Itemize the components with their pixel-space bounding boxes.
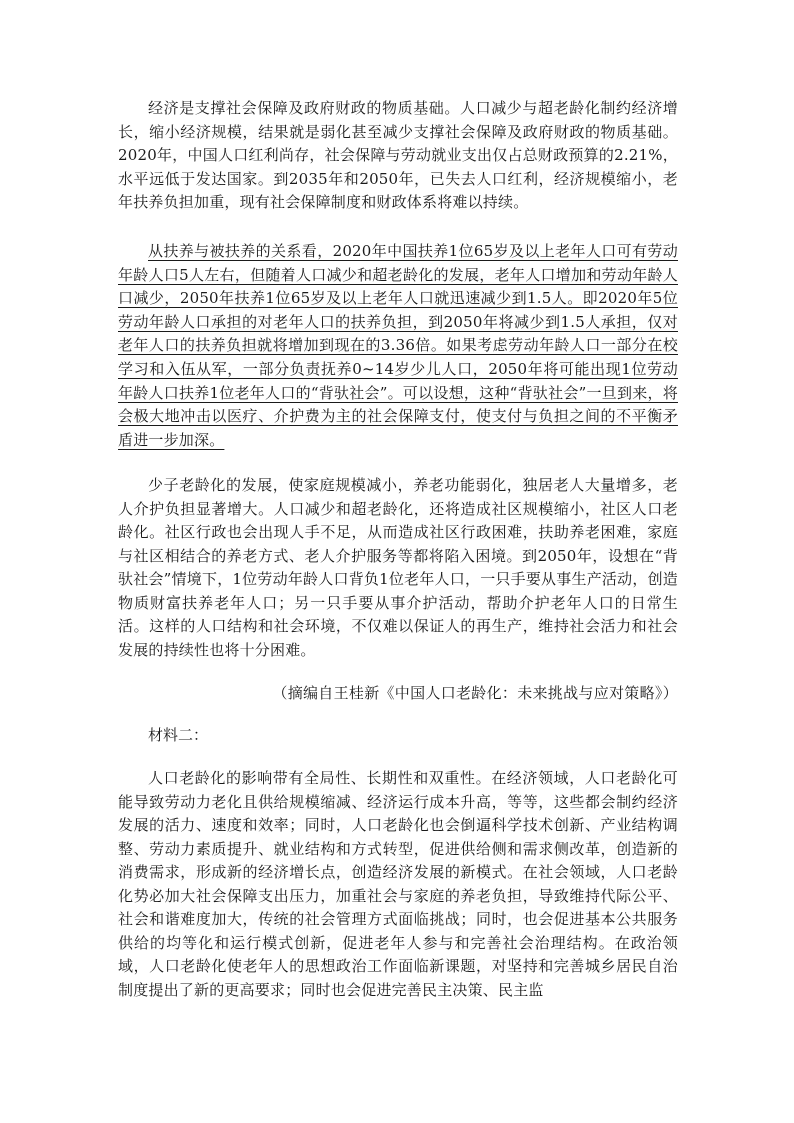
paragraph-dependency-ratio — [118, 240, 678, 452]
material-two-heading: 材料二： — [148, 726, 209, 744]
paragraph-economy-basis: 经济是支撑社会保障及政府财政的物质基础。人口减少与超老龄化制约经济增长，缩小经济规模，结果就是弱化甚至减少支撑社会保障及政府财政的物质基础。2020年，中国人口红利尚存，社会保障与劳动就业支出仅占总财政预算的2.21%，水平远低于发达国家。到2035年和2050年，已失去人口红利，经济规模缩小，老年扶养负担加重，现有社会保障制度和财政体系将难以持续。 — [118, 99, 678, 211]
paragraph-aging-impact: 人口老龄化的影响带有全局性、长期性和双重性。在经济领域，人口老龄化可能导致劳动力老化且供给规模缩减、经济运行成本升高，等等，这些都会制约经济发展的活力、速度和效率；同时，人口老龄化也会倒逼科学技术创新、产业结构调整、劳动力素质提升、就业结构和方式转型，促进供给侧和需求侧改革，创造新的消费需求，形成新的经济增长点，创造经济发展的新模式。在社会领域，人口老龄化势必加大社会保障支出压力，加重社会与家庭的养老负担，导致维持代际公平、社会和谐难度加大，传统的社会管理方式面临挑战；同时，也会促进基本公共服务供给的均等化和运行模式创新，促进老年人参与和完善社会治理结构。在政治领域，人口老龄化使老年人的思想政治工作面临新课题，对坚持和完善城乡居民自治制度提出了新的更高要求；同时也会促进完善民主决策、民主监 — [118, 769, 678, 999]
paragraph-family-community: 少子老龄化的发展，使家庭规模减小，养老功能弱化，独居老人大量增多，老人介护负担显著增大。人口减少和超老龄化，还将造成社区规模缩小，社区人口老龄化。社区行政也会出现人手不足，从而造成社区行政困难，扶助养老困难，家庭与社区相结合的养老方式、老人介护服务等都将陷入困境。到2050年，设想在“背驮社会”情境下，1位劳动年龄人口背负1位老年人口，一只手要从事生产活动，创造物质财富扶养老年人口；另一只手要从事介护活动，帮助介护老年人口的日常生活。这样的人口结构和社会环境，不仅难以保证人的再生产，维持社会活力和社会发展的持续性也将十分困难。 — [118, 476, 678, 659]
underlined-text: 从扶养与被扶养的关系看，2020年中国扶养1位65岁及以上老年人口可有劳动年龄人口5人左右，但随着人口减少和超老龄化的发展，老年人口增加和劳动年龄人口减少，2050年扶养1位65岁及以上老年人口就迅速减少到1.5人。即2020年5位劳动年龄人口承担的对老年人口的扶养负担，到2050年将减少到1.5人承担，仅对老年人口的扶养负担就将增加到现在的3.36倍。如果考虑劳动年龄人口一部分在校学习和入伍从军，一部分负责抚养0~14岁少儿人口，2050年将可能出现1位劳动年龄人口扶养1位老年人口的“背驮社会”。可以设想，这种“背驮社会”一旦到来，将会极大地冲击以医疗、介护费为主的社会保障支付，使支付与负担之间的不平衡矛盾进一步加深。 — [118, 242, 678, 449]
source-citation: （摘编自王桂新《中国人口老龄化：未来挑战与应对策略》） — [272, 684, 678, 702]
